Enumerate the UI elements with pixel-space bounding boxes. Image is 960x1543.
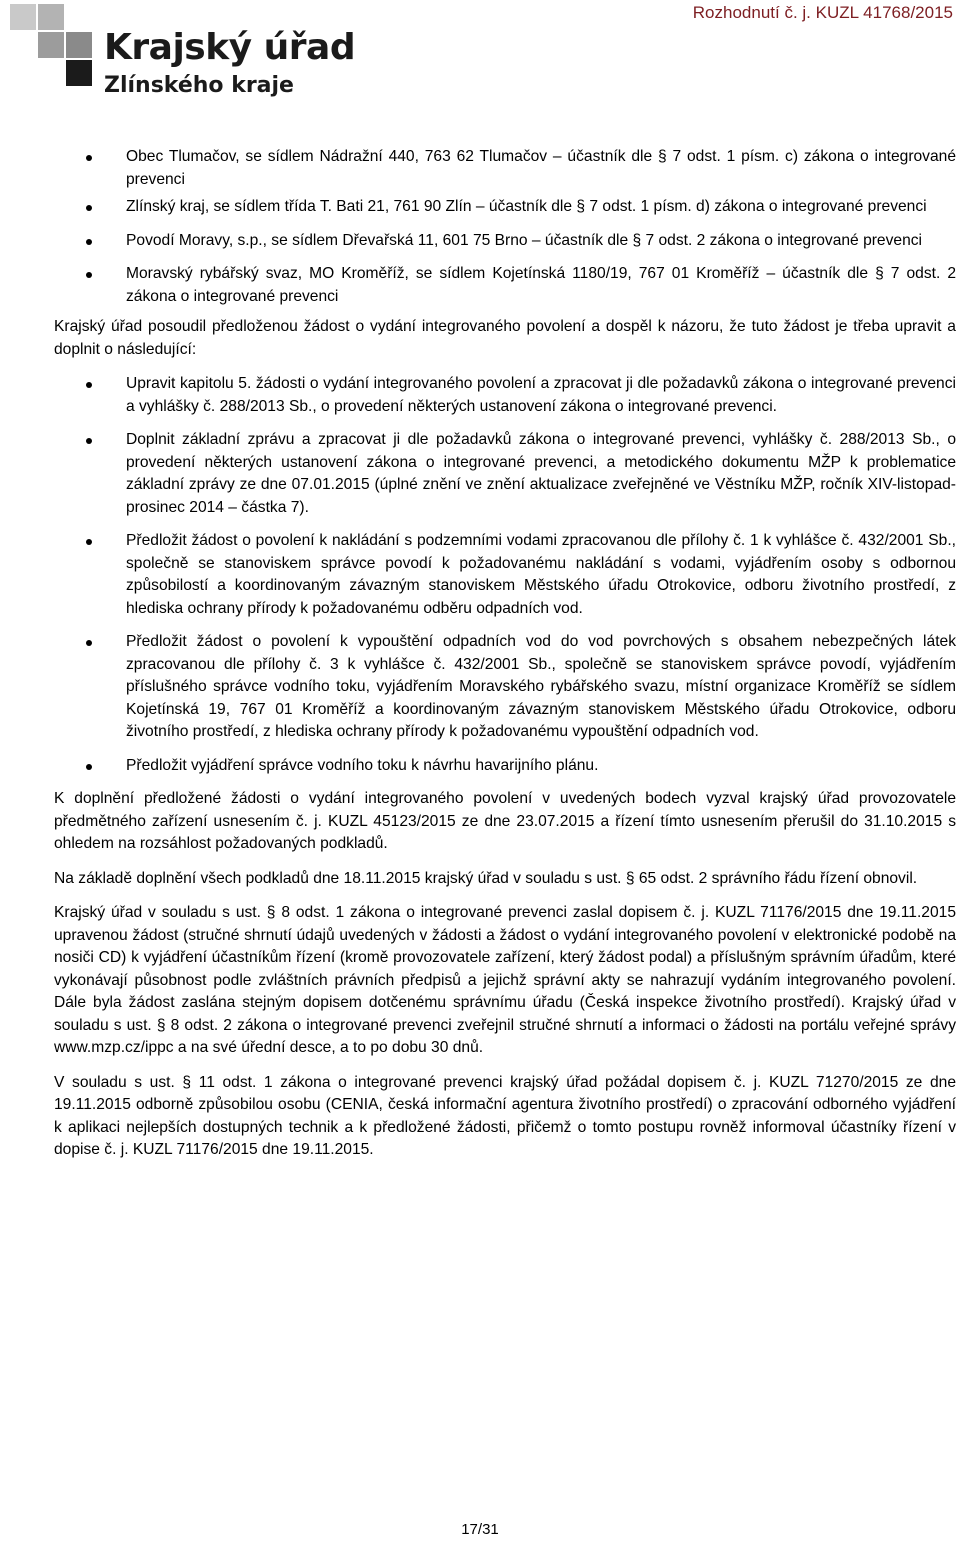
list-item bbox=[54, 146, 956, 191]
list-item bbox=[54, 373, 956, 418]
logo-square bbox=[66, 32, 92, 58]
participants-list bbox=[54, 146, 956, 308]
paragraph: Na základě doplnění všech podkladů dne 18.11.2015 krajský úřad v souladu s ust. § 65 odst. 2 správního řádu řízení obnovil. bbox=[54, 869, 918, 887]
bullet-icon bbox=[86, 382, 92, 388]
brand-subtitle: Zlínského kraje bbox=[104, 73, 294, 98]
list-item bbox=[54, 429, 956, 519]
list-item-text: Zlínský kraj, se sídlem třída T. Bati 21, 761 90 Zlín – účastník dle § 7 odst. 1 písm. d) zákona o integrované prevenci bbox=[126, 198, 927, 215]
logo bbox=[0, 0, 356, 105]
list-item bbox=[54, 530, 956, 620]
document-reference: Rozhodnutí č. j. KUZL 41768/2015 bbox=[692, 3, 953, 22]
list-item-text: Předložit vyjádření správce vodního toku k návrhu havarijního plánu. bbox=[126, 756, 599, 774]
paragraph: Krajský úřad v souladu s ust. § 8 odst. 1 zákona o integrované prevenci zaslal dopisem č. j. KUZL 71176/2015 dne 19.11.2015 upravenou žádost (stručné shrnutí údajů uvedených v žádosti a žádost o vydání integrovaného povolení v elektronické podobě na nosiči CD) k vyjádření účastníkům řízení (kromě provozovatele zařízení, který žádost podal) a příslušným správním úřadům, které vykonávají působnost podle zvláštních právních předpisů a jejichž správní akty se nahrazují vydáním integrovaného povolení. Dále byla žádost zaslána stejným dopisem dotčenému správnímu úřadu (Česká inspekce životního prostředí). Krajský úřad v souladu s ust. § 8 odst. 2 zákona o integrované prevenci zveřejnil stručné shrnutí a informaci o žádosti na portálu veřejné správy www.mzp.cz/ippc a na své úřední desce, a to po dobu 30 dnů. bbox=[54, 904, 956, 1056]
list-item bbox=[54, 263, 956, 308]
requirements-list bbox=[54, 373, 956, 777]
list-item-text: Moravský rybářský svaz, MO Kroměříž, se sídlem Kojetínská 1180/19, 767 01 Kroměříž – účastník dle § 7 odst. 2 zákona o integrované prevenci bbox=[126, 265, 956, 305]
bullet-icon bbox=[86, 764, 92, 770]
logo-square bbox=[38, 4, 64, 30]
logo-square bbox=[10, 4, 36, 30]
bullet-icon bbox=[86, 272, 92, 278]
list-item bbox=[54, 196, 956, 219]
bullet-icon bbox=[86, 539, 92, 545]
document-body bbox=[54, 146, 956, 1162]
list-item-text: Doplnit základní zprávu a zpracovat ji dle požadavků zákona o integrované prevenci, vyhlášky č. 288/2013 Sb., o provedení některých ustanovení zákona o integrované prevenci, a metodického dokumentu MŽP k problematice základní zprávy ze dne 07.01.2015 (úplné znění ve znění aktualizace zveřejněné ve Věstníku MŽP, ročník XIV-listopad-prosinec 2014 – částka 7). bbox=[126, 431, 956, 516]
bullet-icon bbox=[86, 239, 92, 245]
paragraph: K doplnění předložené žádosti o vydání integrovaného povolení v uvedených bodech vyzval krajský úřad provozovatele předmětného zařízení usnesením č. j. KUZL 45123/2015 ze dne 23.07.2015 a řízení tímto usnesením přerušil do 31.10.2015 s ohledem na rozsáhlost požadovaných podkladů. bbox=[54, 790, 956, 852]
list-item bbox=[54, 631, 956, 744]
list-item bbox=[54, 230, 956, 253]
bullet-icon bbox=[86, 205, 92, 211]
paragraph: V souladu s ust. § 11 odst. 1 zákona o integrované prevenci krajský úřad požádal dopisem č. j. KUZL 71270/2015 ze dne 19.11.2015 odborně způsobilou osobu (CENIA, česká informační agentura životního prostředí) o zpracování odborného vyjádření k aplikaci nejlepších dostupných technik a k předložené žádosti, přičemž o tomto postupu rovněž informoval účastníky řízení v dopise č. j. KUZL 71176/2015 dne 19.11.2015. bbox=[54, 1073, 956, 1158]
bullet-icon bbox=[86, 438, 92, 444]
list-item-text: Obec Tlumačov, se sídlem Nádražní 440, 763 62 Tlumačov – účastník dle § 7 odst. 1 písm. c) zákona o integrované prevenci bbox=[126, 148, 956, 188]
bullet-icon bbox=[86, 155, 92, 161]
list-item bbox=[54, 755, 956, 778]
assessment-paragraph: Krajský úřad posoudil předloženou žádost o vydání integrovaného povolení a dospěl k názoru, že tuto žádost je třeba upravit a doplnit o následující: bbox=[54, 318, 956, 358]
bullet-icon bbox=[86, 640, 92, 646]
logo-square bbox=[38, 32, 64, 58]
list-item-text: Upravit kapitolu 5. žádosti o vydání integrovaného povolení a zpracovat ji dle požadavků zákona o integrované prevenci a vyhlášky č. 288/2013 Sb., o provedení některých ustanovení zákona o integrované prevenci. bbox=[126, 375, 956, 415]
brand-name: Krajský úřad bbox=[104, 27, 356, 68]
list-item-text: Předložit žádost o povolení k nakládání s podzemními vodami zpracovanou dle přílohy č. 1 k vyhlášce č. 432/2001 Sb., společně se stanoviskem správce povodí k požadovanému nakládání s vodami, vyjádřením osoby s odbornou způsobilostí a koordinovaným závazným stanoviskem Městského úřadu Otrokovice, odboru životního prostředí, z hlediska ochrany přírody k požadovanému odběru odpadních vod. bbox=[126, 532, 956, 617]
logo-square bbox=[66, 60, 92, 86]
list-item-text: Povodí Moravy, s.p., se sídlem Dřevařská 11, 601 75 Brno – účastník dle § 7 odst. 2 zákona o integrované prevenci bbox=[126, 231, 923, 249]
list-item-text: Předložit žádost o povolení k vypouštění odpadních vod do vod povrchových s obsahem nebezpečných látek zpracovanou dle přílohy č. 3 k vyhlášce č. 432/2001 Sb., společně se stanoviskem správce povodí, vyjádřením příslušného správce vodního toku, vyjádřením Moravského rybářského svazu, místní organizace Kroměříž se sídlem Kojetínská 19, 767 01 Kroměříž a koordinovaným závazným stanoviskem Městského úřadu Otrokovice, odboru životního prostředí, z hlediska ochrany přírody k požadovanému vypouštění odpadních vod. bbox=[126, 633, 956, 740]
page-number: 17/31 bbox=[461, 1521, 499, 1538]
